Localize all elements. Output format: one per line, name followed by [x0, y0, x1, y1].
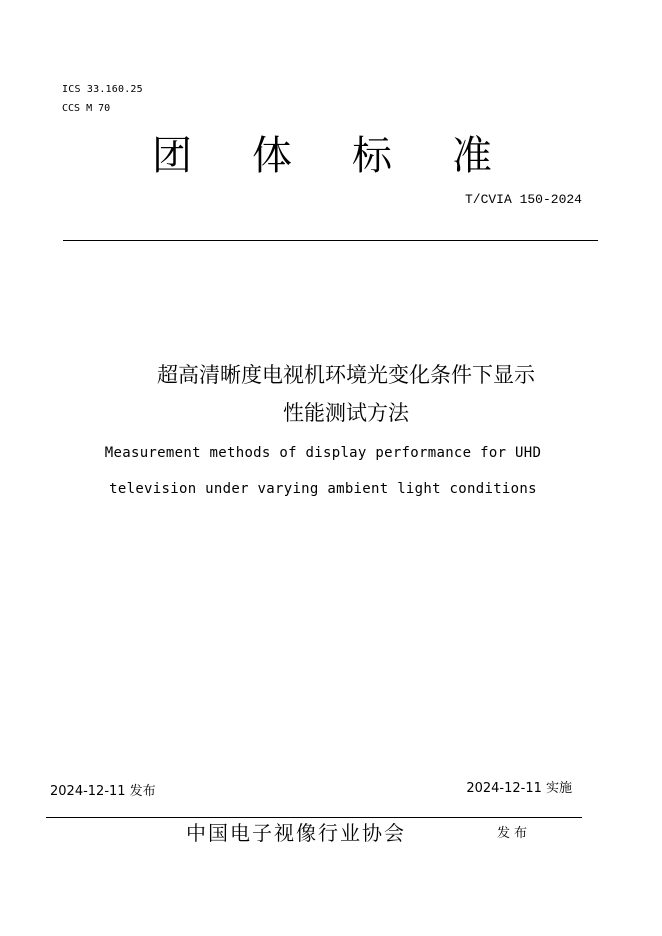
ccs-code: CCS M 70 — [62, 103, 111, 114]
standard-type-heading: 团体标准 — [152, 133, 552, 179]
publish-label: 发布 — [497, 826, 532, 841]
chinese-title-line-1: 超高清晰度电视机环境光变化条件下显示 — [157, 363, 535, 387]
issuing-organization: 中国电子视像行业协会 — [186, 821, 406, 845]
english-title-line-1: Measurement methods of display performance for UHD — [104, 445, 542, 461]
publish-date: 2024-12-11 发布 — [50, 784, 156, 799]
implementation-date: 2024-12-11 实施 — [466, 781, 572, 796]
header-divider — [63, 240, 598, 241]
english-title-line-2: television under varying ambient light conditions — [109, 481, 537, 497]
standard-number: T/CVIA 150-2024 — [464, 192, 582, 207]
chinese-title-line-2: 性能测试方法 — [283, 401, 409, 425]
ics-code: ICS 33.160.25 — [62, 84, 143, 95]
